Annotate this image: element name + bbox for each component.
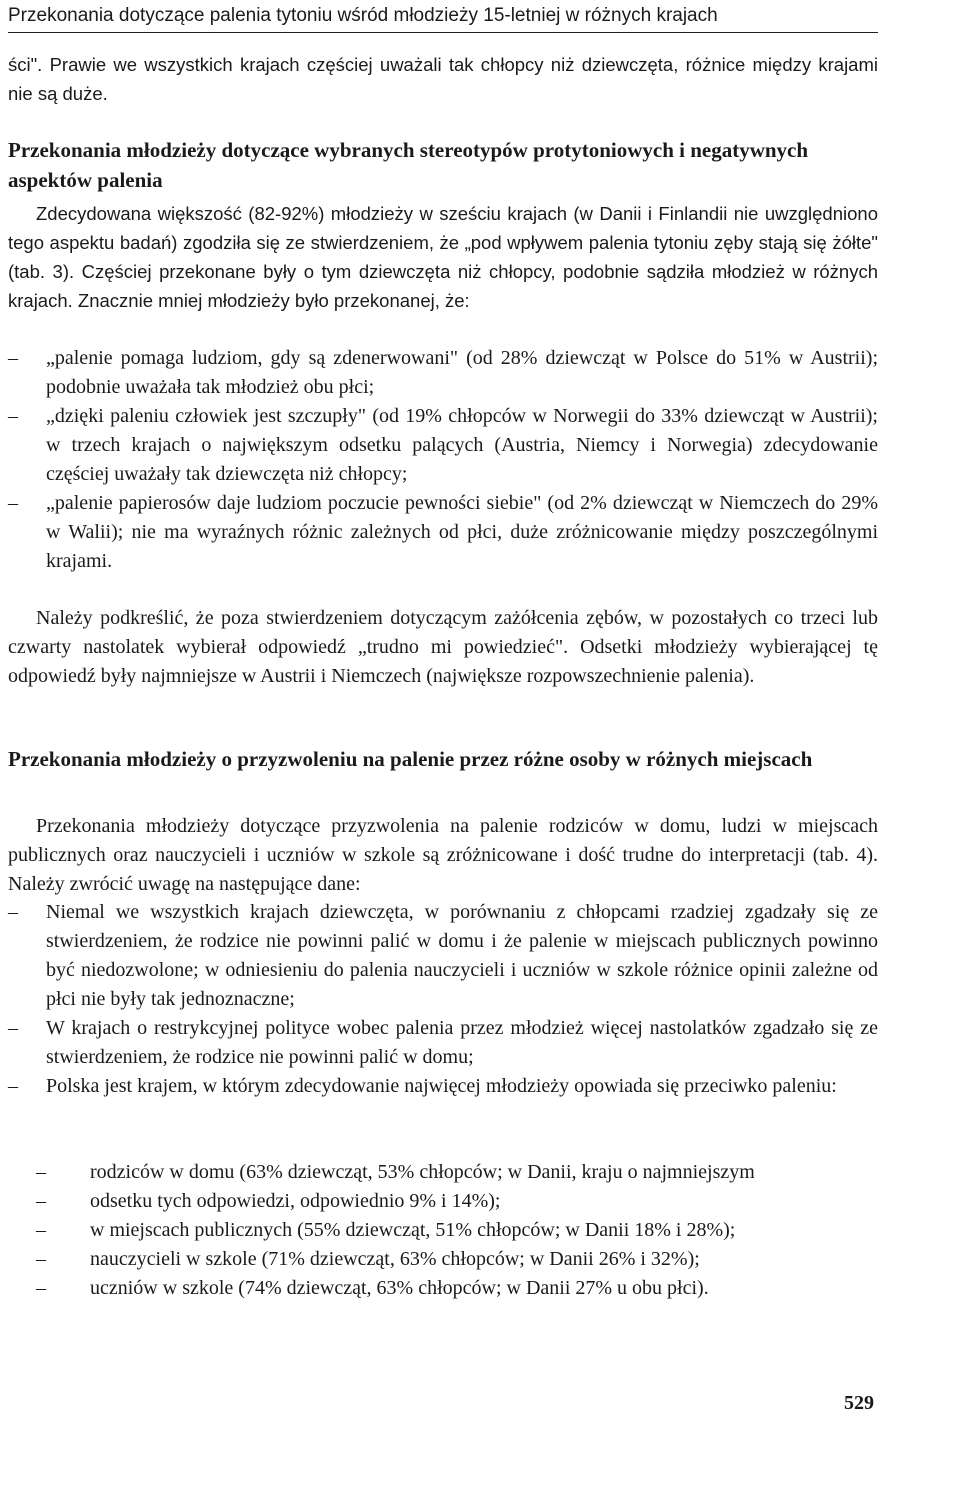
list-item: – W krajach o restrykcyjnej polityce wobec palenia przez młodzież więcej nastolatków zgadzało się ze stwierdzeniem, że rodzice nie powinni palić w domu; <box>8 1014 878 1072</box>
section2-paragraph: Przekonania młodzieży dotyczące przyzwolenia na palenie rodziców w domu, ludzi w miejscach publicznych oraz nauczycieli i uczniów w szkole są zróżnicowane i dość trudne do interpretacji (tab. 4). Należy zwrócić uwagę na następujące dane: <box>8 815 878 895</box>
section2-bullet-list <box>8 898 878 1101</box>
list-item: – „palenie papierosów daje ludziom poczucie pewności siebie" (od 2% dziewcząt w Niemczech do 29% w Walii); nie ma wyraźnych różnic zależnych od płci, duże zróżnicowanie między poszczególnymi krajami. <box>8 489 878 576</box>
list-item: – nauczycieli w szkole (71% dziewcząt, 63% chłopców; w Danii 26% i 32%); <box>8 1245 878 1274</box>
list-item: – „palenie pomaga ludziom, gdy są zdenerwowani" (od 28% dziewcząt w Polsce do 51% w Austrii); podobnie uważała tak młodzież obu płci; <box>8 344 878 402</box>
section2-sub-bullet-list <box>8 1158 878 1303</box>
list-item: – w miejscach publicznych (55% dziewcząt, 51% chłopców; w Danii 18% i 28%); <box>8 1216 878 1245</box>
section1-closing-paragraph: Należy podkreślić, że poza stwierdzeniem dotyczącym zażółcenia zębów, w pozostałych co trzeci lub czwarty nastolatek wybierał odpowiedź „trudno mi powiedzieć". Odsetki młodzieży wybierającej tę odpowiedź były najmniejsze w Austrii i Niemczech (największe rozpowszechnienie palenia). <box>8 607 878 687</box>
list-item: – „dzięki paleniu człowiek jest szczupły" (od 19% chłopców w Norwegii do 33% dziewcząt w Austrii); w trzech krajach o największym odsetku palących (Austria, Niemcy i Norwegia) zdecydowanie częściej uważały tak dziewczęta niż chłopcy; <box>8 402 878 489</box>
section2-heading: Przekonania młodzieży o przyzwoleniu na palenie przez różne osoby w różnych miejscach <box>8 747 813 771</box>
intro-paragraph: ści". Prawie we wszystkich krajach częściej uważali tak chłopcy niż dziewczęta, różnice między krajami nie są duże. <box>8 54 878 104</box>
list-item: – uczniów w szkole (74% dziewcząt, 63% chłopców; w Danii 27% u obu płci). <box>8 1274 878 1303</box>
page-number: 529 <box>844 1392 874 1414</box>
section1-bullet-list <box>8 344 878 576</box>
running-header: Przekonania dotyczące palenia tytoniu wśród młodzieży 15-letniej w różnych krajach <box>8 4 878 33</box>
list-item: – Niemal we wszystkich krajach dziewczęta, w porównaniu z chłopcami rzadziej zgadzały się ze stwierdzeniem, że rodzice nie powinni palić w domu i że palenie w miejscach publicznych powinno być niedozwolone; w odniesieniu do palenia nauczycieli i uczniów w szkole różnice opinii zależne od płci nie były tak jednoznaczne; <box>8 898 878 1014</box>
list-item: – odsetku tych odpowiedzi, odpowiednio 9% i 14%); <box>8 1187 878 1216</box>
list-item: – rodziców w domu (63% dziewcząt, 53% chłopców; w Danii, kraju o najmniejszym <box>8 1158 878 1187</box>
section1-paragraph: Zdecydowana większość (82-92%) młodzieży w sześciu krajach (w Danii i Finlandii nie uwzględniono tego aspektu badań) zgodziła się ze stwierdzeniem, że „pod wpływem palenia tytoniu zęby stają się żółte" (tab. 3). Częściej przekonane były o tym dziewczęta niż chłopcy, podobnie sądziła młodzież w różnych krajach. Znacznie mniej młodzieży było przekonanej, że: <box>8 203 878 311</box>
list-item: – Polska jest krajem, w którym zdecydowanie najwięcej młodzieży opowiada się przeciwko paleniu: <box>8 1072 878 1101</box>
section1-heading: Przekonania młodzieży dotyczące wybranych stereotypów protytoniowych i negatywnych aspektów palenia <box>8 138 809 192</box>
